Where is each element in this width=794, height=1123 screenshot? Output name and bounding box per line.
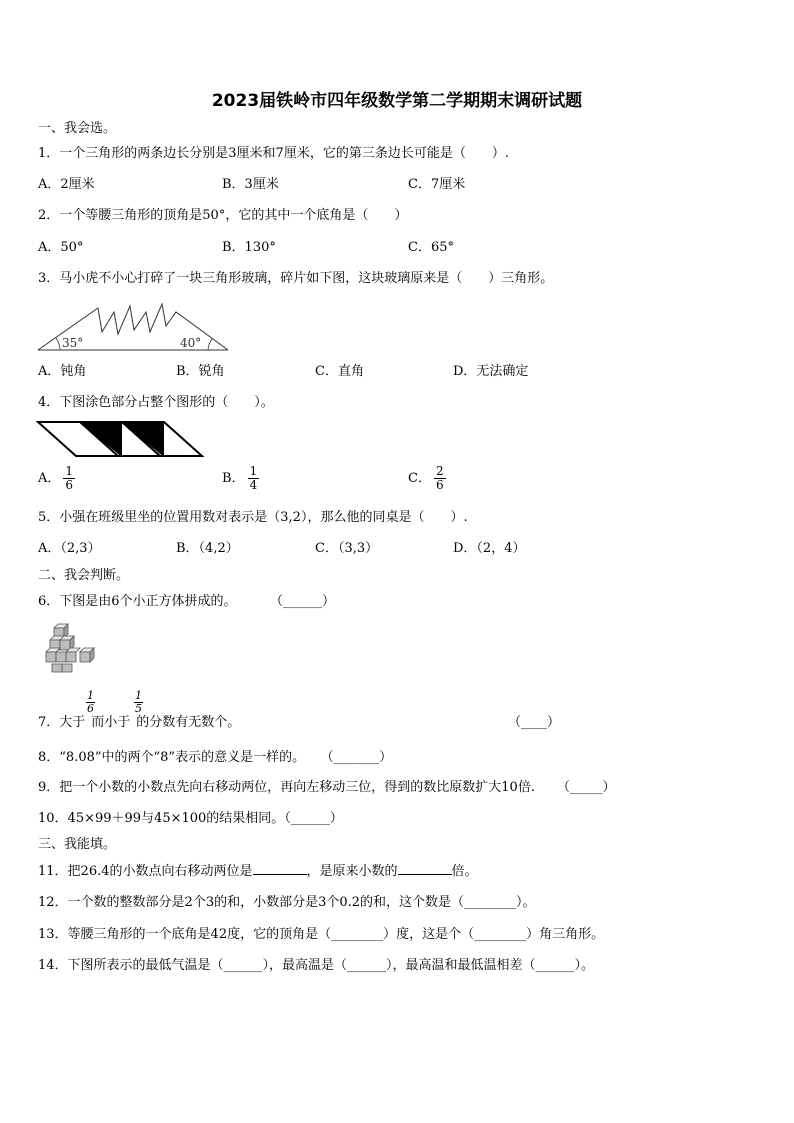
q3-option-d[interactable]: D．无法确定 bbox=[453, 364, 529, 379]
q4-option-c[interactable] bbox=[408, 465, 446, 492]
angle-40-label: 40° bbox=[180, 336, 202, 350]
q11-text-mid: ，是原来小数的 bbox=[306, 864, 398, 879]
question-8 bbox=[38, 749, 392, 767]
q4-option-a[interactable] bbox=[38, 465, 75, 492]
q2-option-a[interactable]: A．50° bbox=[38, 240, 84, 255]
question-11 bbox=[38, 862, 478, 881]
q1-option-a[interactable]: A．2厘米 bbox=[38, 177, 95, 192]
fraction-one-sixth: $\frac{1}{6}$ bbox=[65, 464, 74, 492]
section-heading-fill: 三、我能填。 bbox=[38, 837, 117, 852]
question-12: 12．一个数的整数部分是2个3的和，小数部分是3个0.2的和，这个数是（________）。 bbox=[38, 895, 536, 910]
q5-option-c[interactable]: C．（3,3） bbox=[315, 541, 379, 556]
question-6-text: 6．下图是由6个小正方体拼成的。 bbox=[38, 594, 237, 609]
fraction-one-fifth-small: $\frac{1}{5}$ bbox=[135, 689, 142, 715]
q2-option-c[interactable]: C．65° bbox=[408, 240, 454, 255]
q1-option-b[interactable]: B．3厘米 bbox=[222, 177, 279, 192]
q3-option-c[interactable]: C．直角 bbox=[315, 364, 364, 379]
q5-option-a[interactable]: A．（2,3） bbox=[38, 541, 101, 556]
q4-option-b[interactable] bbox=[222, 465, 259, 492]
page-title: 2023届铁岭市四年级数学第二学期期末调研试题 bbox=[211, 91, 583, 111]
question-9 bbox=[38, 779, 615, 797]
q2-option-b[interactable]: B．130° bbox=[222, 240, 276, 255]
broken-triangle-figure bbox=[36, 296, 236, 356]
question-7 bbox=[38, 714, 240, 732]
question-5: 5．小强在班级里坐的位置用数对表示是（3,2），那么他的同桌是（ ）. bbox=[38, 510, 468, 525]
q11-blank-2[interactable] bbox=[398, 862, 452, 875]
q3-option-a[interactable]: A．钝角 bbox=[38, 364, 87, 379]
q5-option-d[interactable]: D．（2，4） bbox=[453, 541, 526, 556]
fraction-one-quarter: $\frac{1}{4}$ bbox=[249, 464, 258, 492]
question-4: 4．下图涂色部分占整个图形的（ ）。 bbox=[38, 395, 274, 410]
q4-option-b-label: B． bbox=[222, 471, 245, 486]
q5-option-b[interactable]: B．（4,2） bbox=[176, 541, 239, 556]
q4-option-c-label: C． bbox=[408, 471, 431, 486]
section-heading-choice: 一、我会选。 bbox=[38, 121, 117, 136]
section-heading-judge: 二、我会判断。 bbox=[38, 568, 130, 583]
q3-option-b[interactable]: B．锐角 bbox=[176, 364, 225, 379]
q11-blank-1[interactable] bbox=[253, 862, 307, 875]
parallelogram-figure bbox=[36, 420, 206, 462]
cube-stack-figure bbox=[44, 620, 106, 676]
q7-answer-blank[interactable]: （____） bbox=[508, 715, 561, 730]
q7-text-mid: 而小于 bbox=[91, 715, 131, 730]
q7-text-pre: 7．大于 bbox=[38, 715, 86, 730]
q11-text-post: 倍。 bbox=[451, 864, 478, 879]
question-3: 3．马小虎不小心打碎了一块三角形玻璃，碎片如下图，这块玻璃原来是（ ）三角形。 bbox=[38, 271, 554, 286]
question-8-text: 8．“8.08”中的两个“8”表示的意义是一样的。 bbox=[38, 750, 306, 765]
q1-option-c[interactable]: C．7厘米 bbox=[408, 177, 466, 192]
question-9-text: 9．把一个小数的小数点先向右移动两位，再向左移动三位，得到的数比原数扩大10倍. bbox=[38, 780, 535, 795]
fraction-two-sixths: $\frac{2}{6}$ bbox=[435, 464, 444, 492]
angle-35-label: 35° bbox=[62, 336, 84, 350]
q6-answer-blank[interactable]: （______） bbox=[276, 594, 336, 609]
q4-option-a-label: A． bbox=[38, 471, 61, 486]
q11-text-pre: 11．把26.4的小数点向右移动两位是 bbox=[38, 864, 253, 879]
q9-answer-blank[interactable]: （_____） bbox=[556, 780, 616, 795]
question-6 bbox=[38, 593, 335, 611]
question-14: 14．下图所表示的最低气温是（______），最高温是（______），最高温和最低温相差（______）。 bbox=[38, 958, 595, 973]
q7-text-post: 的分数有无数个。 bbox=[136, 715, 241, 730]
question-2: 2．一个等腰三角形的顶角是50°，它的其中一个底角是（ ） bbox=[38, 208, 408, 223]
question-10-text: 10．45×99＋99与45×100的结果相同。 bbox=[38, 811, 285, 826]
question-10 bbox=[38, 810, 343, 828]
q10-answer-blank[interactable]: （______） bbox=[284, 811, 343, 826]
fraction-one-sixth-small: $\frac{1}{6}$ bbox=[87, 689, 94, 715]
question-1: 1．一个三角形的两条边长分别是3厘米和7厘米，它的第三条边长可能是（ ）. bbox=[38, 146, 509, 161]
q8-answer-blank[interactable]: （_______） bbox=[327, 750, 393, 765]
question-13: 13．等腰三角形的一个底角是42度，它的顶角是（________）度，这是个（________）角三角形。 bbox=[38, 927, 605, 942]
